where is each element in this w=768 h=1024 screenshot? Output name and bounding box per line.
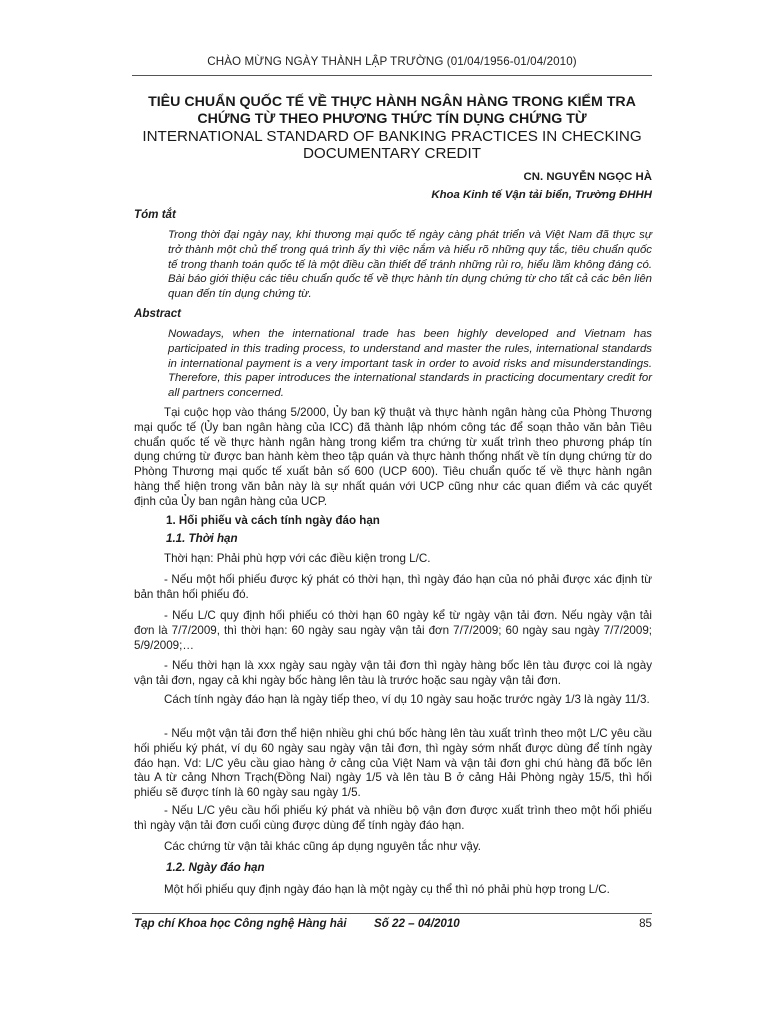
subsection-heading-1-2: 1.2. Ngày đáo hạn xyxy=(166,861,265,874)
title-vietnamese-line-1: TIÊU CHUẨN QUỐC TẾ VỀ THỰC HÀNH NGÂN HÀNG TRONG KIỂM TRA xyxy=(148,94,636,110)
page-number: 85 xyxy=(639,917,652,930)
footer-journal-name: Tạp chí Khoa học Công nghệ Hàng hải xyxy=(134,917,347,930)
running-header: CHÀO MỪNG NGÀY THÀNH LẬP TRƯỜNG (01/04/1956-01/04/2010) xyxy=(207,55,577,68)
paragraph-3: - Nếu L/C quy định hối phiếu có thời hạn 60 ngày kể từ ngày vận tải đơn. Nếu ngày vận tải đơn là 7/7/2009, thì thời hạn: 60 ngày sau ngày vận tải đơn 7/7/2009; 60 ngày sau ngày 7/7/2009; 5/9/2009;… xyxy=(134,609,652,652)
author-block xyxy=(431,168,652,204)
footer-issue-number: Số 22 – 04/2010 xyxy=(374,917,460,930)
abstract-text: Nowadays, when the international trade has been highly developed and Vietnam has participated in this trading process, to understand and master the rules, international standards in international payment is a very important task in order to avoid risks and misunderstandings. Therefore, this paper introduces the international standards in practicing documentary credit for all partners concerned. xyxy=(168,328,652,400)
page-footer xyxy=(134,917,652,935)
section-heading-1: 1. Hối phiếu và cách tính ngày đáo hạn xyxy=(166,514,380,527)
title-english-line-1: INTERNATIONAL STANDARD OF BANKING PRACTICES IN CHECKING xyxy=(142,128,642,145)
paragraph-9: Một hối phiếu quy định ngày đáo hạn là một ngày cụ thể thì nó phải phù hợp trong L/C. xyxy=(164,883,610,896)
header-rule xyxy=(132,75,652,76)
intro-paragraph: Tại cuộc họp vào tháng 5/2000, Ủy ban kỹ thuật và thực hành ngân hàng của Phòng Thương mại quốc tế (Ủy ban ngân hàng của ICC) đã thành lập nhóm công tác để soạn thảo văn bản Tiêu chuẩn quốc tế về thực hành ngân hàng trong kiểm tra chứng từ xuất trình theo phương pháp tín dụng chứng từ được ban hành kèm theo tập quán và thực hành thống nhất về tín dụng chứng từ do Phòng Thương mại quốc tế xuất bản số 600 (UCP 600). Tiêu chuẩn quốc tế về thực hành ngân hàng thể hiện trong văn bản này là sự nhất quán với UCP cũng như các quan điểm và các quyết định của Ủy ban ngân hàng của UCP. xyxy=(134,406,652,508)
paragraph-8: Các chứng từ vận tải khác cũng áp dụng nguyên tắc như vậy. xyxy=(164,840,481,853)
paragraph-5: Cách tính ngày đáo hạn là ngày tiếp theo, ví dụ 10 ngày sau hoặc trước ngày 1/3 là ngày 11/3. xyxy=(164,693,650,706)
subsection-heading-1-1: 1.1. Thời hạn xyxy=(166,532,238,545)
title-english-line-2: DOCUMENTARY CREDIT xyxy=(302,145,482,162)
abstract-label: Abstract xyxy=(134,307,182,320)
footer-rule xyxy=(132,913,652,914)
paragraph-1: Thời hạn: Phải phù hợp với các điều kiện trong L/C. xyxy=(164,552,431,565)
summary-label: Tóm tắt xyxy=(134,208,176,221)
paragraph-4: - Nếu thời hạn là xxx ngày sau ngày vận tải đơn thì ngày hàng bốc lên tàu được coi là ngày vận tải đơn, ngay cả khi ngày bốc hàng lên tàu là trước hoặc sau ngày vận tải đơn. xyxy=(134,659,652,687)
paragraph-7: - Nếu L/C yêu cầu hối phiếu ký phát và nhiều bộ vận đơn được xuất trình theo một hối phiếu thì ngày vận tải đơn cuối cùng được dùng để tính ngày đáo hạn. xyxy=(134,804,652,832)
author-affiliation: Khoa Kinh tế Vận tải biển, Trường ĐHHH xyxy=(431,189,652,201)
summary-text: Trong thời đại ngày nay, khi thương mại quốc tế ngày càng phát triển và Việt Nam đã thực sự trở thành một chủ thể trong quá trình ấy thì việc nắm và hiểu rõ những quy tắc, tiêu chuẩn quốc tế trong thanh toán quốc tế là một điều cần thiết để tránh những rủi ro, hiểu lầm không đáng có. Bài báo giới thiệu các tiêu chuẩn quốc tế về thực hành tín dụng chứng từ cho tất cả các bên liên quan đến tín dụng chứng từ. xyxy=(168,229,652,301)
article-title xyxy=(132,94,652,162)
author-name: CN. NGUYỄN NGỌC HÀ xyxy=(523,171,652,183)
paragraph-6: - Nếu một vận tải đơn thể hiện nhiều ghi chú bốc hàng lên tàu xuất trình theo một L/C yêu cầu hối phiếu ký phát, ví dụ 60 ngày sau ngày vận tải đơn, thì ngày sớm nhất được dùng để tính ngày đáo hạn. Vd: L/C yêu cầu giao hàng ở cảng của Việt Nam và vận tải đơn ghi chú hàng đã bốc lên tàu A từ cảng Nhơn Trạch(Đồng Nai) ngày 1/5 và lên tàu B ở cảng Hải Phòng ngày 15/5, thì hối phiếu sẽ được tính là 60 ngày sau ngày 1/5. xyxy=(134,727,652,800)
paragraph-2: - Nếu một hối phiếu được ký phát có thời hạn, thì ngày đáo hạn của nó phải được xác định từ bản thân hối phiếu đó. xyxy=(134,573,652,601)
title-vietnamese-line-2: CHỨNG TỪ THEO PHƯƠNG THỨC TÍN DỤNG CHỨNG TỪ xyxy=(197,111,587,127)
